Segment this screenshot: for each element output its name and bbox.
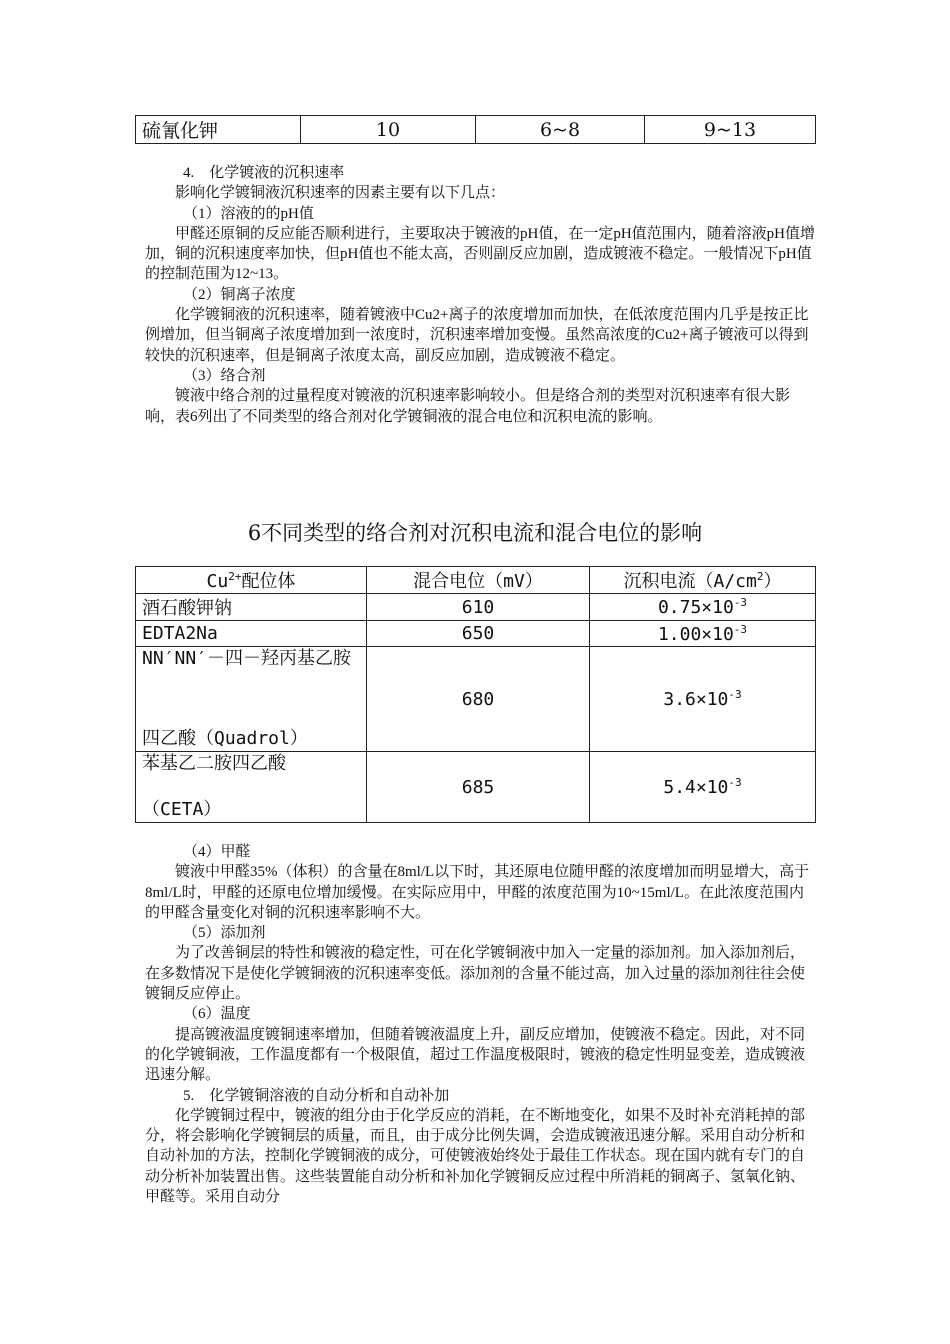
mixed-potential: 650 [367, 621, 590, 647]
deposition-current [590, 621, 816, 647]
section-heading: 5. 化学镀铜溶液的自动分析和自动补加 [183, 1087, 450, 1104]
paragraph: 提高镀液温度镀铜速率增加，但随着镀液温度上升，副反应增加，使镀液不稳定。因此，对不同的化学镀铜液，工作温度都有一个极限值，超过工作温度极限时，镀液的稳定性明显变差，造成镀液迅速分解。 [145, 1026, 806, 1084]
current-value: 3.6×10 [663, 689, 729, 710]
deposition-current [590, 594, 816, 621]
ligand-name: EDTA2Na [136, 621, 367, 647]
exponent: -3 [728, 688, 742, 701]
deposition-current [590, 647, 816, 752]
paragraph: 影响化学镀铜液沉积速率的因素主要有以下几点： [175, 185, 506, 202]
header-cell: 混合电位（mV） [367, 567, 590, 594]
superscript: 2 [756, 570, 764, 583]
ligand-table [135, 566, 816, 823]
subheading: （6）温度 [183, 1006, 251, 1023]
table-row [136, 594, 816, 621]
section-factors-continued [145, 842, 818, 1207]
subheading: （2）铜离子浓度 [183, 286, 296, 303]
table-header-row [136, 567, 816, 594]
table-title: 6不同类型的络合剂对沉积电流和混合电位的影响 [247, 521, 703, 545]
table-row [136, 752, 816, 823]
header-cell [590, 567, 816, 594]
ligand-name-line2: （CETA） [142, 799, 222, 820]
paragraph: 镀液中络合剂的过量程度对镀液的沉积速率影响较小。但是络合剂的类型对沉积速率有很大影响，表6列出了不同类型的络合剂对化学镀铜液的混合电位和沉积电流的影响。 [145, 388, 791, 425]
exponent: -3 [733, 596, 748, 609]
section-deposition-rate [145, 163, 818, 427]
table-cell: 9~13 [645, 116, 816, 144]
header-text: 配位体 [241, 571, 296, 592]
table-row [136, 116, 816, 144]
exponent: -3 [733, 622, 748, 636]
header-text: 沉积电流（A/cm [623, 571, 757, 592]
top-table-fragment [135, 115, 816, 144]
paragraph: 甲醛还原铜的反应能否顺利进行，主要取决于镀液的pH值，在一定pH值范围内，随着溶液pH值增加，铜的沉积速度率加快，但pH值也不能太高，否则副反应加剧，造成镀液不稳定。一般情况下pH值的控制范围为12~13。 [145, 225, 816, 283]
ligand-name: 酒石酸钾钠 [136, 594, 367, 621]
exponent: -3 [728, 776, 742, 789]
table-row [136, 647, 816, 752]
table-cell: 6~8 [476, 116, 645, 144]
paragraph: 镀液中甲醛35%（体积）的含量在8ml/L以下时，其还原电位随甲醛的浓度增加而明显增大，高于8ml/L时，甲醛的还原电位增加缓慢。在实际应用中，甲醛的浓度范围为10~15ml/L。在此浓度范围内的甲醛含量变化对铜的沉积速率影响不大。 [145, 864, 810, 921]
subheading: （3）络合剂 [183, 367, 266, 384]
header-text: Cu [206, 571, 229, 592]
ligand-name-cell [136, 752, 367, 823]
current-value: 5.4×10 [663, 777, 729, 798]
mixed-potential: 680 [367, 647, 590, 752]
subheading: （5）添加剂 [183, 925, 266, 942]
subheading: （1）溶液的的pH值 [183, 205, 314, 222]
subheading: （4）甲醛 [183, 844, 251, 860]
deposition-current [590, 752, 816, 823]
paragraph: 化学镀铜过程中，镀液的组分由于化学反应的消耗，在不断地变化，如果不及时补充消耗掉的部分，将会影响化学镀铜层的质量，而且，由于成分比例失调，会造成镀液迅速分解。采用自动分析和自动补加的方法，控制化学镀铜液的成分，可使镀液始终处于最佳工作状态。现在国内就有专门的自动分析补加装置出售。这些装置能自动分析和补加化学镀铜反应过程中所消耗的铜离子、氢氧化钠、甲醛等。采用自动分 [145, 1107, 806, 1206]
current-value: 1.00×10 [657, 623, 734, 645]
superscript: 2+ [228, 570, 242, 583]
section-heading: 4. 化学镀液的沉积速率 [183, 165, 345, 181]
ligand-name: NN′NN′－四－羟丙基乙胺 [142, 648, 352, 669]
table-row [136, 621, 816, 647]
table-cell: 硫氰化钾 [136, 116, 301, 144]
ligand-name-cell [136, 647, 367, 752]
ligand-name: 苯基乙二胺四乙酸 [142, 753, 286, 774]
header-cell [136, 567, 367, 594]
paragraph: 化学镀铜液的沉积速率，随着镀液中Cu2+离子的浓度增加而加快，在低浓度范围内几乎是按正比例增加，但当铜离子浓度增加到一浓度时，沉积速率增加变慢。虽然高浓度的Cu2+离子镀液可以得到较快的沉积速率，但是铜离子浓度太高，副反应加剧，造成镀液不稳定。 [145, 307, 809, 364]
header-text: ） [763, 571, 782, 592]
table-cell: 10 [301, 116, 476, 144]
current-value: 0.75×10 [657, 597, 734, 618]
ligand-name-line2: 四乙酸（Quadrol） [142, 728, 308, 749]
mixed-potential: 610 [367, 594, 590, 621]
mixed-potential: 685 [367, 752, 590, 823]
paragraph: 为了改善铜层的特性和镀液的稳定性，可在化学镀铜液中加入一定量的添加剂。加入添加剂后，在多数情况下是使化学镀铜液的沉积速率变低。添加剂的含量不能过高，加入过量的添加剂往往会使镀铜反应停止。 [145, 945, 806, 1003]
